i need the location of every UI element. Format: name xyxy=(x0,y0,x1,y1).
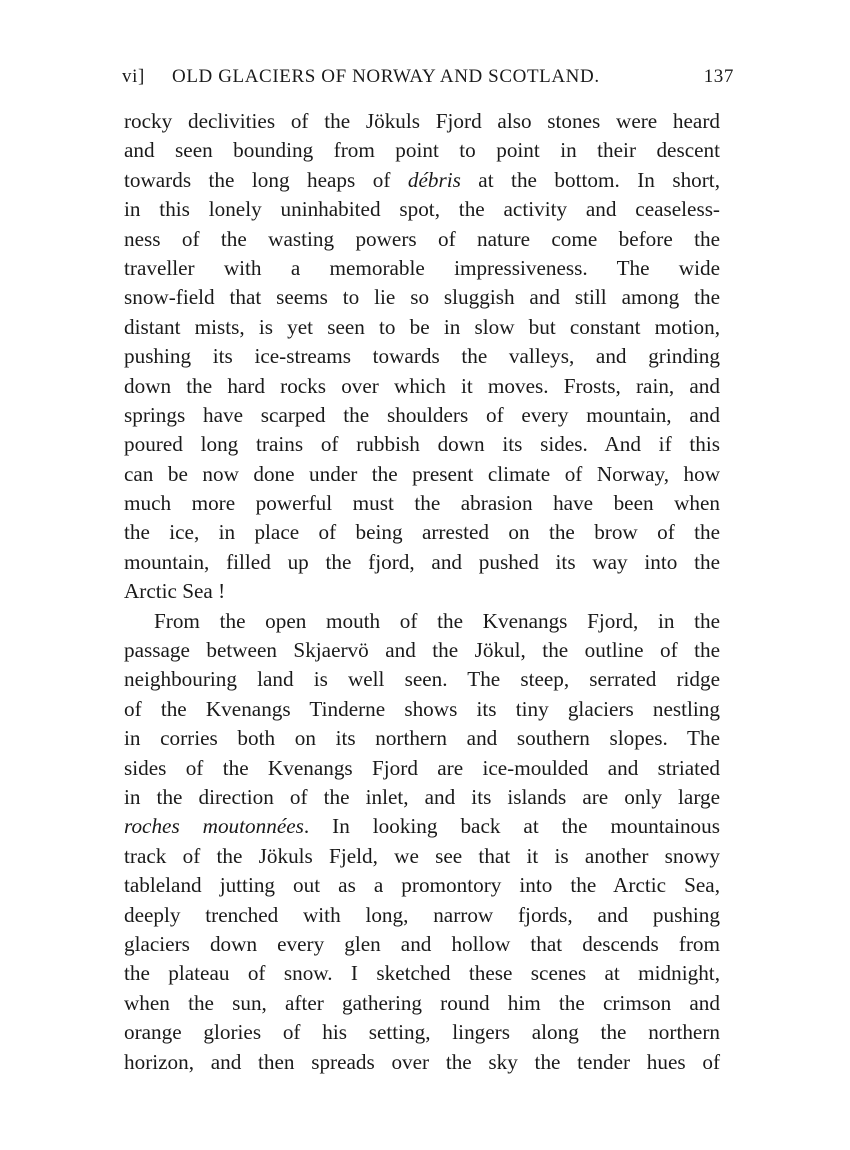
italic-term: débris xyxy=(407,167,461,192)
text-line: horizon, and then spreads over the sky the tender hues of xyxy=(124,1049,720,1074)
chapter-number: vi] xyxy=(122,66,145,87)
text-line: poured long trains of rubbish down its sides. And if this xyxy=(124,432,720,457)
text-line: down the hard rocks over which it moves. Frosts, rain, and xyxy=(124,373,720,398)
text-line: much more powerful must the abrasion have been when xyxy=(124,491,720,516)
body-text xyxy=(124,107,720,1077)
text-line: orange glories of his setting, lingers along the northern xyxy=(124,1020,720,1045)
text-line: rocky declivities of the Jökuls Fjord also stones were heard xyxy=(124,109,720,133)
text-line: in this lonely uninhabited spot, the activity and ceaseless- xyxy=(124,197,720,222)
text-line: in corries both on its northern and southern slopes. The xyxy=(124,726,720,751)
text-line: distant mists, is yet seen to be in slow but constant motion, xyxy=(124,314,720,339)
text-line: track of the Jökuls Fjeld, we see that it is another snowy xyxy=(124,843,720,868)
text-line: and seen bounding from point to point in their descent xyxy=(124,138,720,163)
text-line: From the open mouth of the Kvenangs Fjord, in the xyxy=(154,608,720,633)
text-line: pushing its ice-streams towards the valleys, and grinding xyxy=(124,344,720,369)
text-line: can be now done under the present climate of Norway, how xyxy=(124,461,720,486)
text-line: ness of the wasting powers of nature come before the xyxy=(124,226,720,251)
page-number: 137 xyxy=(703,66,734,87)
text-line: the ice, in place of being arrested on the brow of the xyxy=(124,520,720,545)
text-line: springs have scarped the shoulders of every mountain, and xyxy=(124,402,720,427)
text-line: sides of the Kvenangs Fjord are ice-moulded and striated xyxy=(124,755,720,780)
text-line: the plateau of snow. I sketched these scenes at midnight, xyxy=(124,961,720,986)
text-line: of the Kvenangs Tinderne shows its tiny glaciers nestling xyxy=(124,696,720,721)
text-line: roches moutonnées. In looking back at the mountainous xyxy=(124,814,720,839)
text-line: glaciers down every glen and hollow that descends from xyxy=(124,931,720,956)
text-line: deeply trenched with long, narrow fjords, and pushing xyxy=(124,902,720,927)
running-title: OLD GLACIERS OF NORWAY AND SCOTLAND. xyxy=(172,66,600,87)
text-line: passage between Skjaervö and the Jökul, the outline of the xyxy=(124,638,720,663)
text-line: towards the long heaps of débris at the bottom. In short, xyxy=(124,167,720,192)
text-line: neighbouring land is well seen. The steep, serrated ridge xyxy=(124,667,720,692)
text-line: traveller with a memorable impressiveness. The wide xyxy=(124,255,720,280)
text-line: snow-field that seems to lie so sluggish and still among the xyxy=(124,285,720,310)
italic-term: roches moutonnées xyxy=(124,814,304,839)
text-line: Arctic Sea ! xyxy=(124,579,226,604)
running-head xyxy=(122,64,734,90)
text-line: mountain, filled up the fjord, and pushed its way into the xyxy=(124,549,720,574)
text-line: tableland jutting out as a promontory into the Arctic Sea, xyxy=(124,873,720,898)
text-line: when the sun, after gathering round him the crimson and xyxy=(124,990,720,1015)
text-line: in the direction of the inlet, and its islands are only large xyxy=(124,784,720,809)
